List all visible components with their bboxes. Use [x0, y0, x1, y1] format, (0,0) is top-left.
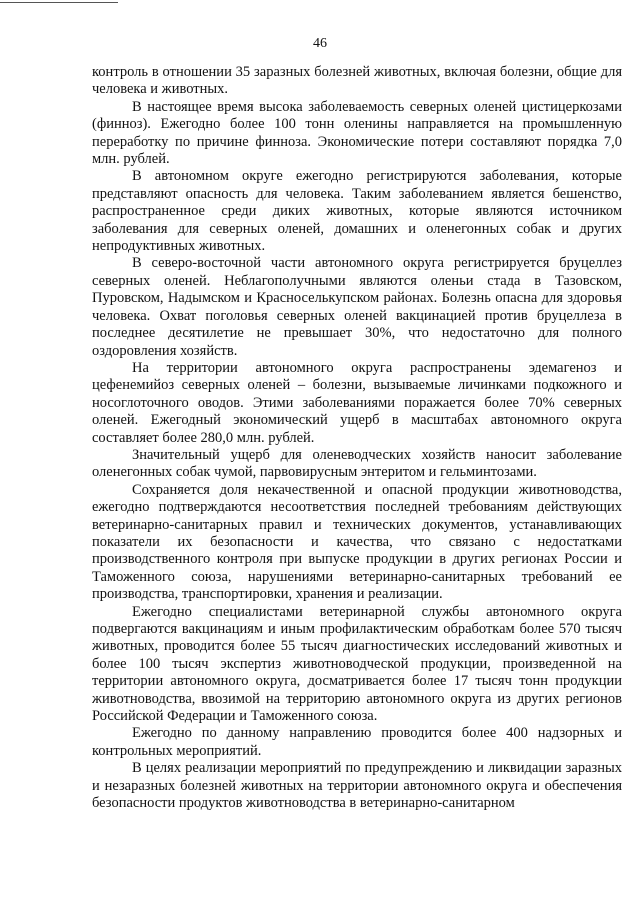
paragraph-9: Ежегодно по данному направлению проводится более 400 надзорных и контрольных мероприятий. [92, 725, 622, 759]
paragraph-7: Сохраняется доля некачественной и опасной продукции животноводства, ежегодно подтверждаются несоответствия последней требованиям действующих ветеринарно-санитарных правил и технических документов, устанавливающих показатели их безопасности и качества, что связано с недостатками производственного контроля при выпуске продукции в других регионах России и Таможенного союза, нарушениями ветеринарно-санитарных требований ее производства, транспортировки, хранения и реализации. [92, 481, 622, 603]
paragraph-1: контроль в отношении 35 заразных болезней животных, включая болезни, общие для человека и животных. [92, 64, 622, 98]
paragraph-4: В северо-восточной части автономного округа регистрируется бруцеллез северных оленей. Неблагополучными являются оленьи стада в Тазовском, Пуровском, Надымском и Красноселькупском районах. Болезнь опасна для здоровья человека. Охват поголовья северных оленей вакцинацией против бруцеллеза в последнее десятилетие не превышает 30%, что недостаточно для полного оздоровления хозяйств. [92, 255, 622, 359]
paragraph-2: В настоящее время высока заболеваемость северных оленей цистицеркозами (финноз). Ежегодно более 100 тонн оленины направляется на промышленную переработку по причине финноза. Экономические потери составляют порядка 7,0 млн. рублей. [92, 98, 622, 168]
paragraph-3: В автономном округе ежегодно регистрируются заболевания, которые представляют опасность для человека. Таким заболеванием является бешенство, распространенное среди диких животных, которые являются источником заболевания для северных оленей, домашних и оленегонных собак и других непродуктивных животных. [92, 168, 622, 255]
paragraph-8: Ежегодно специалистами ветеринарной службы автономного округа подвергаются вакцинациям и иным профилактическим обработкам более 570 тысяч животных, проводится более 55 тысяч диагностических исследований животных и более 100 тысяч экспертиз животноводческой продукции, произведенной на территории автономного округа, досматривается более 17 тысяч тонн продукции животноводства, ввозимой на территорию автономного округа из других регионов Российской Федерации и Таможенного союза. [92, 603, 622, 725]
document-body [92, 64, 622, 812]
page-number: 46 [313, 36, 327, 51]
paragraph-5: На территории автономного округа распространены эдемагеноз и цефенемийоз северных оленей – болезни, вызываемые личинками подкожного и носоглоточного оводов. Этими заболеваниями поражается более 70% северных оленей. Ежегодный экономический ущерб в масштабах автономного округа составляет более 280,0 млн. рублей. [92, 359, 622, 446]
paragraph-6: Значительный ущерб для оленеводческих хозяйств наносит заболевание оленегонных собак чумой, парвовирусным энтеритом и гельминтозами. [92, 446, 622, 481]
top-rule-divider [0, 2, 118, 3]
paragraph-10: В целях реализации мероприятий по предупреждению и ликвидации заразных и незаразных болезней животных на территории автономного округа и обеспечения безопасности продуктов животноводства в ветеринарно-санитарном [92, 760, 622, 812]
